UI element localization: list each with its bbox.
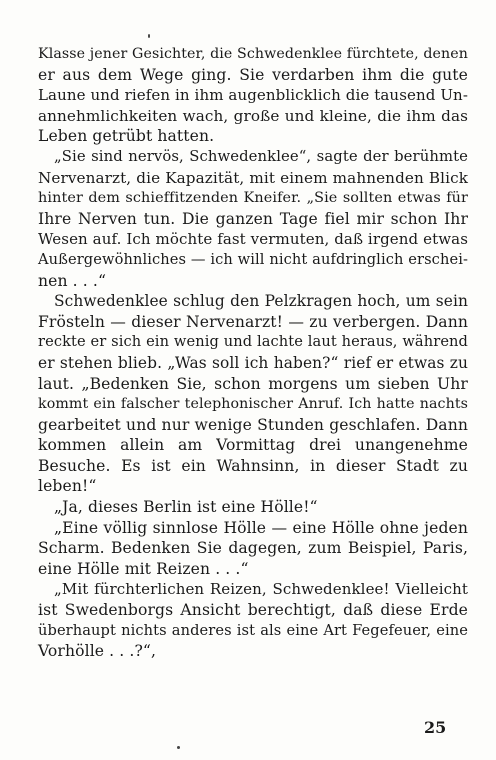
text-line: Außergewöhnliches — ich will nicht aufdringlich erschei- (38, 250, 468, 268)
text-line: überhaupt nichts anderes ist als eine Art Fegefeuer, eine (38, 621, 468, 639)
paragraph-3 (38, 291, 468, 497)
text-line: nen . . .“ (38, 271, 107, 290)
text-line: „Mit fürchterlichen Reizen, Schwedenklee! Vielleicht (54, 580, 468, 599)
text-line: Nervenarzt, die Kapazität, mit einem mahnenden Blick (38, 168, 468, 187)
text-line: reckte er sich ein wenig und lachte laut heraus, während (38, 333, 468, 351)
body-text (38, 44, 468, 662)
text-line: annehmlichkeiten wach, große und kleine, die ihm das (38, 106, 468, 125)
text-line: eine Hölle mit Reizen . . .“ (38, 559, 249, 578)
paragraph-4 (38, 497, 468, 518)
text-line: Vorhölle . . .?“, (38, 642, 157, 661)
text-line: gearbeitet und nur wenige Stunden geschlafen. Dann (38, 415, 468, 434)
text-line: Wesen auf. Ich möchte fast vermuten, daß irgend etwas (38, 230, 468, 249)
text-line: Frösteln — dieser Nervenarzt! — zu verbergen. Dann (38, 312, 468, 331)
text-line: „Eine völlig sinnlose Hölle — eine Hölle ohne jeden (54, 518, 468, 537)
text-line: Scharm. Bedenken Sie dagegen, zum Beispiel, Paris, (38, 539, 468, 558)
text-line: Schwedenklee schlug den Pelzkragen hoch, um sein (54, 292, 468, 311)
text-line: kommen allein am Vormittag drei unangenehme (38, 436, 468, 455)
paragraph-5 (38, 518, 468, 580)
text-line: „Ja, dieses Berlin ist eine Hölle!“ (54, 498, 318, 517)
paragraph-6 (38, 579, 468, 661)
text-line: laut. „Bedenken Sie, schon morgens um sieben Uhr (38, 374, 468, 393)
text-line: kommt ein falscher telephonischer Anruf. Ich hatte nachts (38, 396, 468, 413)
text-line: leben!“ (38, 477, 97, 496)
text-line: ist Swedenborgs Ansicht berechtigt, daß diese Erde (38, 601, 468, 620)
ink-speck-top (148, 34, 150, 38)
text-line: er aus dem Wege ging. Sie verdarben ihm die gute (38, 65, 468, 84)
text-line: Leben getrübt hatten. (38, 127, 215, 146)
page-number: 25 (424, 718, 447, 737)
text-line: Ihre Nerven tun. Die ganzen Tage fiel mir schon Ihr (38, 209, 468, 228)
text-line: hinter dem schieffitzenden Kneifer. „Sie sollten etwas für (38, 190, 468, 207)
paragraph-2 (38, 147, 468, 291)
text-line: Besuche. Es ist ein Wahnsinn, in dieser Stadt zu (38, 456, 468, 475)
paragraph-1 (38, 44, 468, 147)
text-line: „Sie sind nervös, Schwedenklee“, sagte der berühmte (54, 147, 468, 165)
text-line: Klasse jener Gesichter, die Schwedenklee fürchtete, denen (38, 46, 468, 62)
text-line: Laune und riefen in ihm augenblicklich die tausend Un- (38, 86, 468, 105)
text-line: er stehen blieb. „Was soll ich haben?“ rief er etwas zu (38, 353, 468, 372)
ink-speck-bottom (177, 746, 180, 749)
